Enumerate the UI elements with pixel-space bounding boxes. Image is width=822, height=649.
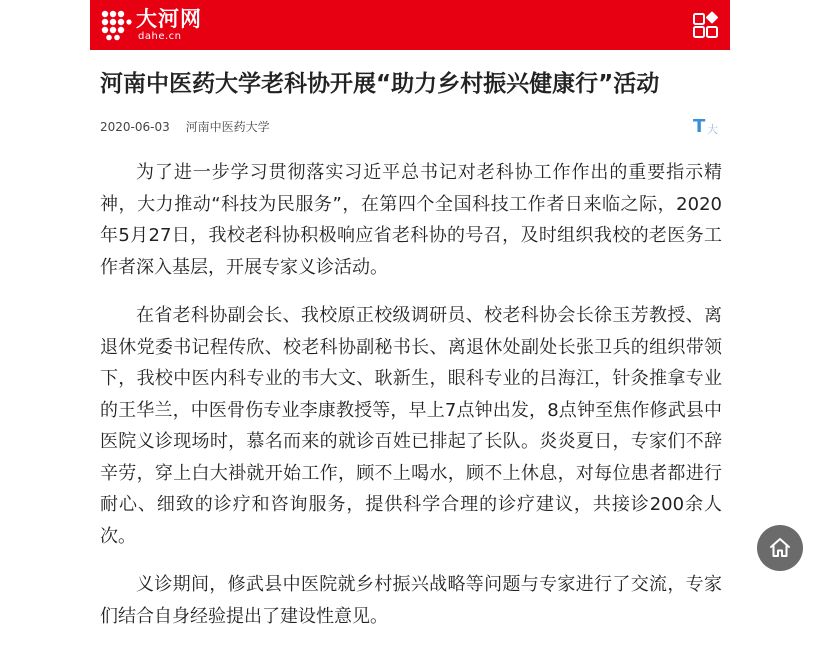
article-paragraph: 义诊期间，修武县中医院就乡村振兴战略等问题与专家进行了交流，专家们结合自身经验提出了建设性意见。 [100,574,722,627]
article-body [100,157,722,649]
page [90,0,730,627]
font-size-icon: T [693,116,706,137]
grid-menu-button[interactable] [692,11,720,39]
logo-domain: dahe.cn [138,31,182,42]
logo-dots-icon [100,9,132,41]
home-button[interactable] [757,525,803,571]
publish-date: 2020-06-03 [100,120,170,134]
font-size-label: 大 [707,123,718,136]
site-logo[interactable] [100,7,210,43]
article-paragraph: 为了进一步学习贯彻落实习近平总书记对老科协工作作出的重要指示精神，大力推动“科技为民服务”，在第四个全国科技工作者日来临之际，2020年5月27日，我校老科协积极响应省老科协的号召，及时组织我校的老医务工作者深入基层，开展专家义诊活动。 [100,162,722,278]
article-title: 河南中医药大学老科协开展“助力乡村振兴健康行”活动 [100,71,660,97]
article-source: 河南中医药大学 [185,120,270,134]
article-paragraph: 在省老科协副会长、我校原正校级调研员、校老科协会长徐玉芳教授、离退休党委书记程传欣、校老科协副秘书长、离退休处副处长张卫兵的组织带领下，我校中医内科专业的韦大文、耿新生，眼科专业的吕海江，针灸推拿专业的王华兰，中医骨伤专业李康教授等，早上7点钟出发，8点钟至焦作修武县中医院义诊现场时，慕名而来的就诊百姓已排起了长队。炎炎夏日，专家们不辞辛劳，穿上白大褂就开始工作，顾不上喝水，顾不上休息，对每位患者都进行耐心、细致的诊疗和咨询服务，提供科学合理的诊疗建议，共接诊200余人次。 [100,305,722,547]
site-header [90,0,730,50]
home-icon [768,536,792,560]
grid-menu-icon [692,11,720,39]
article-meta [100,119,270,135]
font-size-toggle-button[interactable] [693,117,721,137]
logo-name: 大河网 [136,7,202,31]
